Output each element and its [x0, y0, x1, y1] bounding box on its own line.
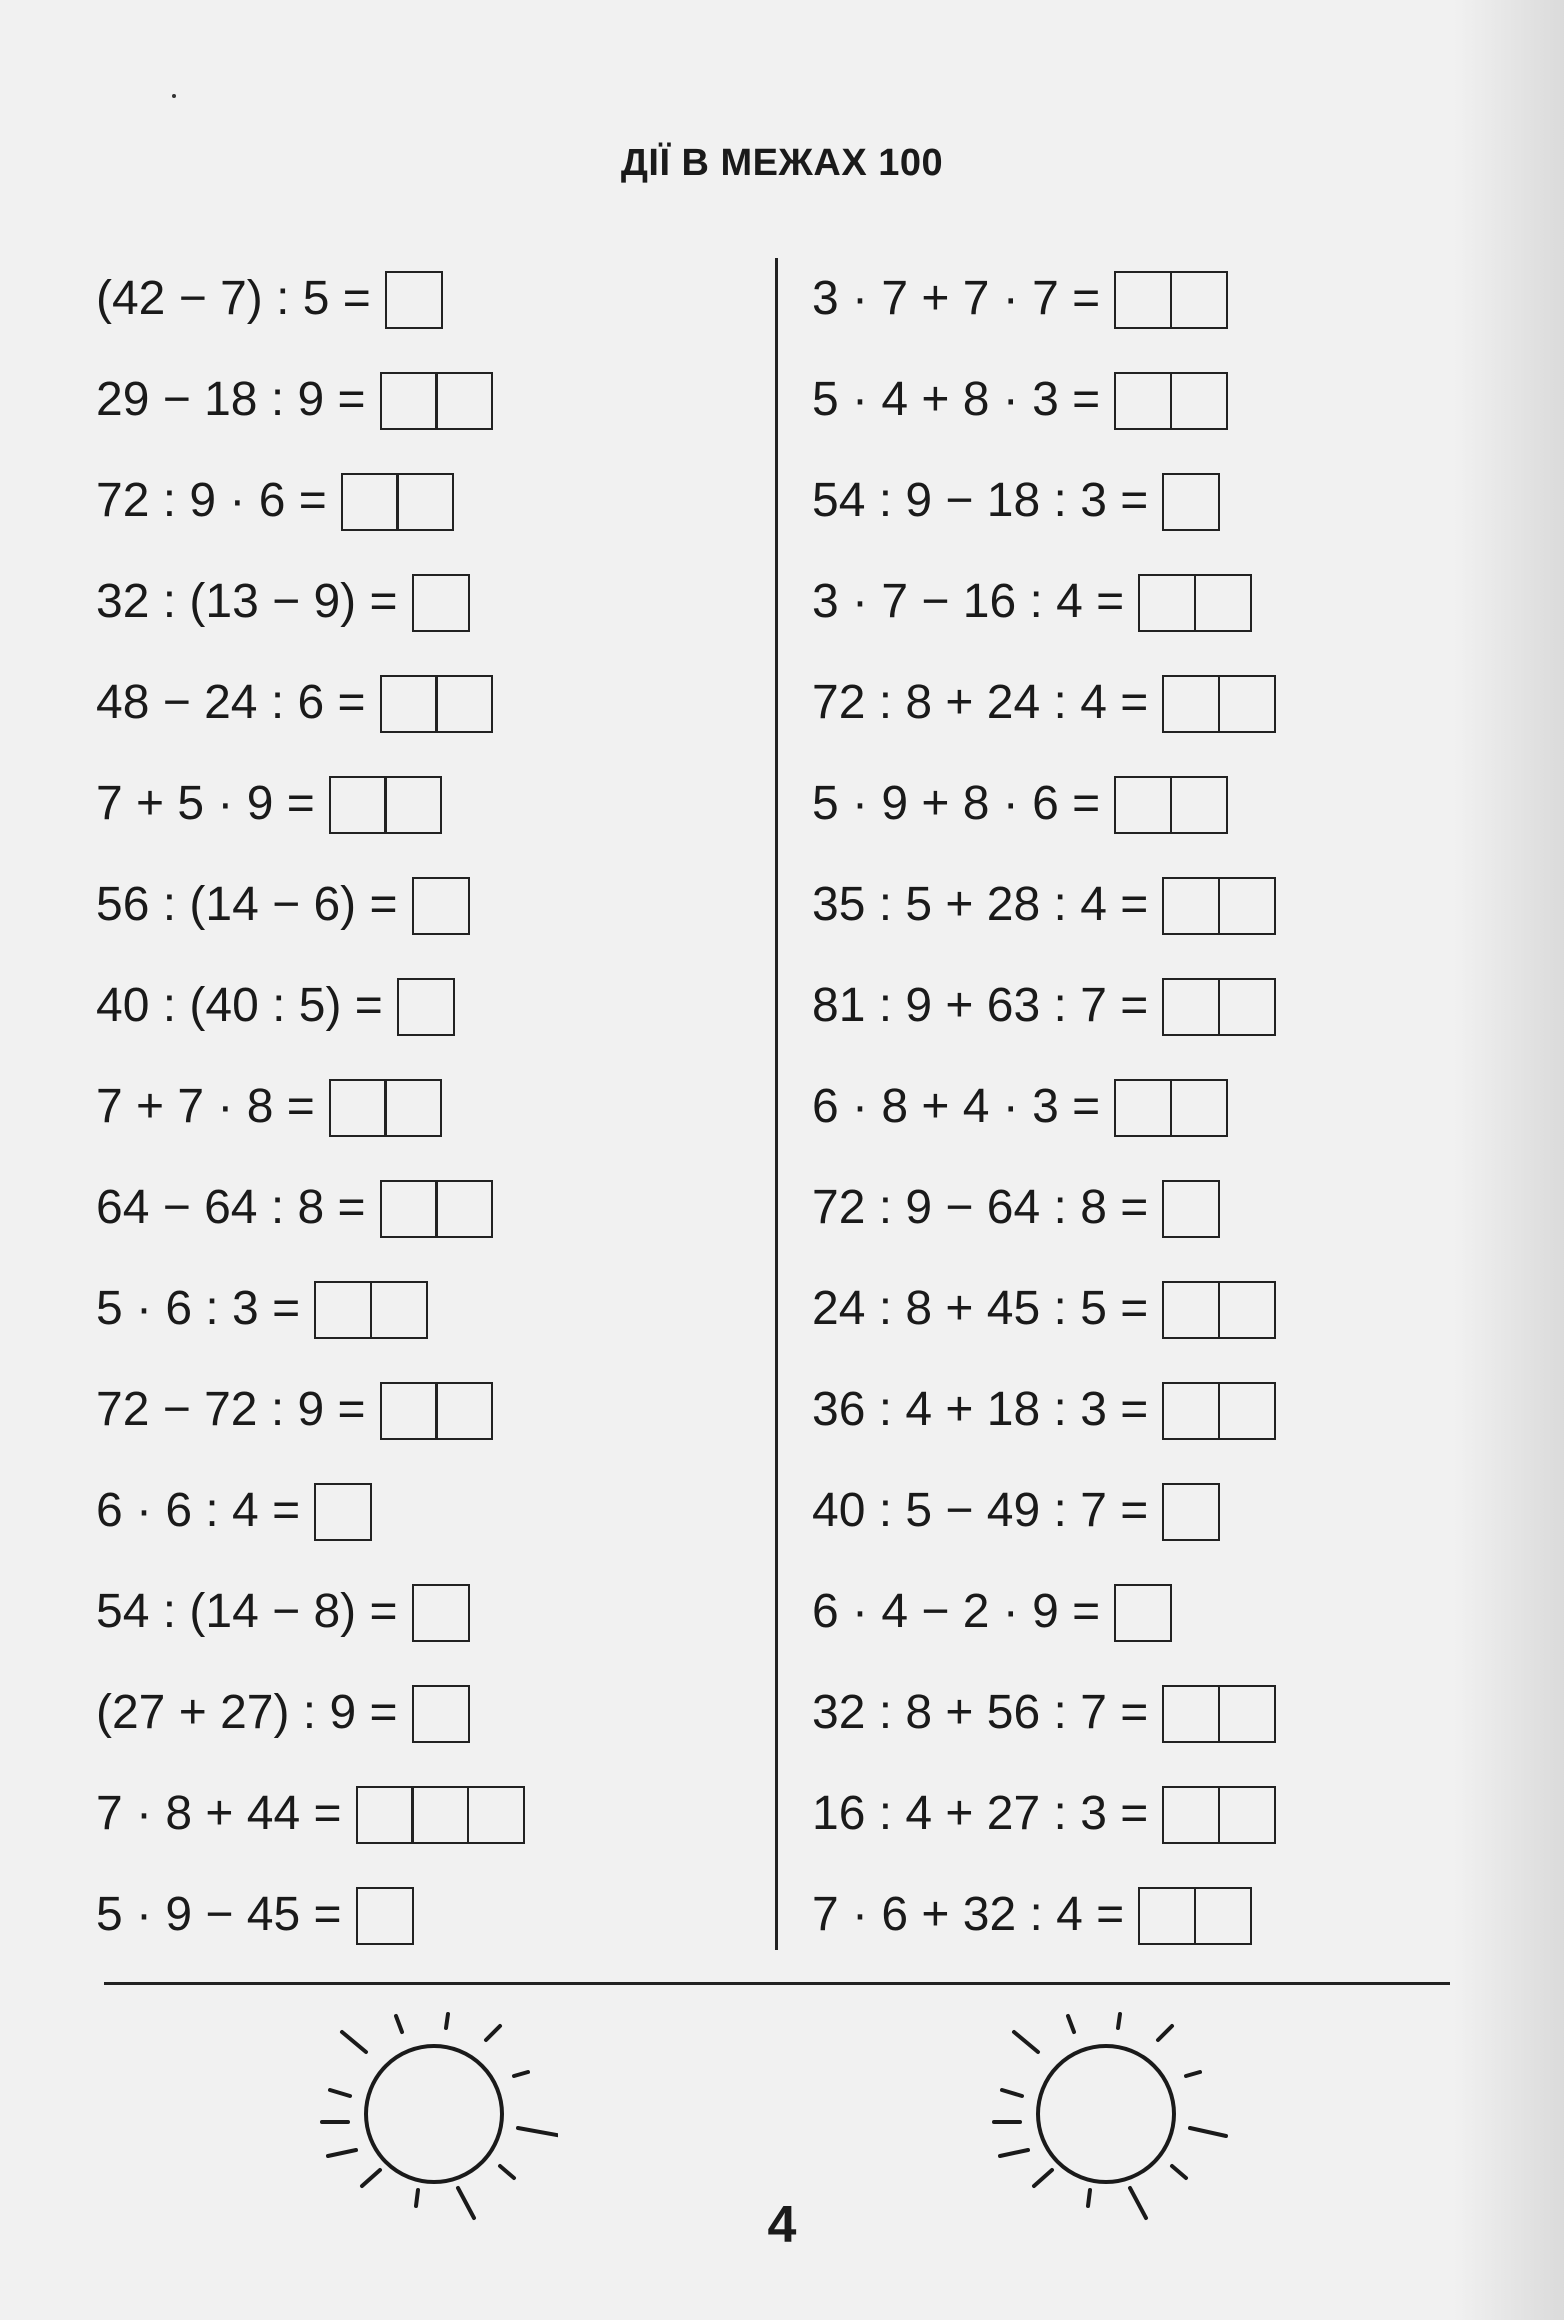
answer-boxes [1162, 1483, 1220, 1539]
exercise-row [96, 955, 525, 1056]
answer-digit-box[interactable] [1194, 574, 1252, 632]
exercise-expression: 40 : (40 : 5) = [96, 978, 383, 1032]
answer-digit-box[interactable] [1162, 675, 1220, 733]
exercise-row [812, 551, 1276, 652]
exercise-expression: 3 · 7 − 16 : 4 = [812, 574, 1125, 628]
exercise-expression: 36 : 4 + 18 : 3 = [812, 1382, 1149, 1436]
exercise-expression: 48 − 24 : 6 = [96, 675, 366, 729]
exercise-expression: 6 · 4 − 2 · 9 = [812, 1584, 1101, 1638]
exercise-row [96, 652, 525, 753]
page-edge-shadow [1454, 0, 1564, 2320]
answer-digit-box[interactable] [380, 675, 438, 733]
exercise-row [812, 248, 1276, 349]
answer-digit-box[interactable] [411, 1786, 469, 1844]
exercise-row [96, 1662, 525, 1763]
answer-boxes [329, 776, 443, 832]
exercise-row [96, 450, 525, 551]
answer-boxes [380, 675, 494, 731]
answer-digit-box[interactable] [1162, 1685, 1220, 1743]
answer-boxes [1162, 1685, 1276, 1741]
exercise-expression: 32 : 8 + 56 : 7 = [812, 1685, 1149, 1739]
answer-digit-box[interactable] [1170, 271, 1228, 329]
exercise-row [812, 450, 1276, 551]
exercise-expression: 54 : (14 − 8) = [96, 1584, 398, 1638]
answer-digit-box[interactable] [1218, 675, 1276, 733]
answer-boxes [356, 1887, 414, 1943]
answer-digit-box[interactable] [435, 1180, 493, 1238]
exercise-expression: 40 : 5 − 49 : 7 = [812, 1483, 1149, 1537]
answer-boxes [1114, 372, 1228, 428]
exercise-expression: 7 · 6 + 32 : 4 = [812, 1887, 1125, 1941]
exercise-expression: 56 : (14 − 6) = [96, 877, 398, 931]
exercise-row [96, 753, 525, 854]
exercise-expression: 81 : 9 + 63 : 7 = [812, 978, 1149, 1032]
answer-digit-box[interactable] [1162, 1180, 1220, 1238]
answer-digit-box[interactable] [370, 1281, 428, 1339]
answer-boxes [341, 473, 455, 529]
exercise-row [96, 1157, 525, 1258]
exercise-row [96, 1460, 525, 1561]
answer-digit-box[interactable] [1218, 877, 1276, 935]
answer-digit-box[interactable] [1218, 1786, 1276, 1844]
exercise-row [96, 349, 525, 450]
answer-boxes [1138, 574, 1252, 630]
answer-digit-box[interactable] [435, 1382, 493, 1440]
answer-boxes [397, 978, 455, 1034]
exercise-expression: (42 − 7) : 5 = [96, 271, 371, 325]
exercise-expression: 24 : 8 + 45 : 5 = [812, 1281, 1149, 1335]
exercise-expression: 5 · 9 − 45 = [96, 1887, 342, 1941]
exercise-row [812, 1460, 1276, 1561]
exercise-row [812, 1056, 1276, 1157]
answer-boxes [329, 1079, 443, 1135]
answer-digit-box[interactable] [435, 372, 493, 430]
left-exercise-column [96, 248, 525, 1965]
answer-digit-box[interactable] [1162, 1483, 1220, 1541]
answer-boxes [412, 877, 470, 933]
exercise-expression: 6 · 6 : 4 = [96, 1483, 301, 1537]
answer-digit-box[interactable] [396, 473, 454, 531]
answer-digit-box[interactable] [1170, 1079, 1228, 1137]
exercise-row [96, 1561, 525, 1662]
exercise-row [812, 1359, 1276, 1460]
exercise-row [812, 652, 1276, 753]
right-exercise-column [812, 248, 1276, 1965]
exercise-expression: (27 + 27) : 9 = [96, 1685, 398, 1739]
exercise-expression: 72 : 9 − 64 : 8 = [812, 1180, 1149, 1234]
answer-digit-box[interactable] [1162, 1281, 1220, 1339]
exercise-expression: 72 − 72 : 9 = [96, 1382, 366, 1436]
answer-digit-box[interactable] [385, 271, 443, 329]
exercise-row [96, 1056, 525, 1157]
answer-boxes [412, 574, 470, 630]
answer-boxes [1162, 877, 1276, 933]
exercise-row [96, 248, 525, 349]
exercise-expression: 7 + 5 · 9 = [96, 776, 315, 830]
answer-digit-box[interactable] [1162, 978, 1220, 1036]
answer-boxes [1162, 675, 1276, 731]
exercise-expression: 3 · 7 + 7 · 7 = [812, 271, 1101, 325]
answer-boxes [385, 271, 443, 327]
exercise-expression: 54 : 9 − 18 : 3 = [812, 473, 1149, 527]
answer-boxes [380, 1382, 494, 1438]
answer-digit-box[interactable] [467, 1786, 525, 1844]
answer-digit-box[interactable] [1114, 372, 1172, 430]
exercise-row [812, 1258, 1276, 1359]
answer-digit-box[interactable] [1170, 372, 1228, 430]
exercise-expression: 5 · 4 + 8 · 3 = [812, 372, 1101, 426]
answer-digit-box[interactable] [1218, 978, 1276, 1036]
answer-digit-box[interactable] [314, 1483, 372, 1541]
answer-digit-box[interactable] [412, 877, 470, 935]
exercise-row [96, 1359, 525, 1460]
answer-digit-box[interactable] [329, 776, 387, 834]
answer-boxes [1162, 473, 1220, 529]
answer-digit-box[interactable] [435, 675, 493, 733]
answer-digit-box[interactable] [384, 776, 442, 834]
exercise-expression: 64 − 64 : 8 = [96, 1180, 366, 1234]
answer-boxes [380, 372, 494, 428]
answer-boxes [1162, 978, 1276, 1034]
exercise-row [812, 1561, 1276, 1662]
answer-boxes [1114, 271, 1228, 327]
answer-digit-box[interactable] [1138, 1887, 1196, 1945]
answer-digit-box[interactable] [412, 574, 470, 632]
answer-digit-box[interactable] [341, 473, 399, 531]
answer-digit-box[interactable] [329, 1079, 387, 1137]
exercise-row [812, 1662, 1276, 1763]
bottom-rule [104, 1982, 1450, 1985]
exercise-row [812, 854, 1276, 955]
exercise-expression: 7 + 7 · 8 = [96, 1079, 315, 1133]
answer-boxes [356, 1786, 525, 1842]
answer-digit-box[interactable] [1162, 473, 1220, 531]
answer-boxes [1162, 1180, 1220, 1236]
answer-digit-box[interactable] [380, 372, 438, 430]
exercise-row [812, 349, 1276, 450]
answer-boxes [1114, 1584, 1172, 1640]
answer-digit-box[interactable] [1194, 1887, 1252, 1945]
exercise-row [96, 1763, 525, 1864]
answer-digit-box[interactable] [1218, 1685, 1276, 1743]
answer-digit-box[interactable] [1114, 1079, 1172, 1137]
exercise-row [812, 955, 1276, 1056]
exercise-row [96, 551, 525, 652]
answer-digit-box[interactable] [356, 1786, 414, 1844]
answer-digit-box[interactable] [314, 1281, 372, 1339]
exercise-row [812, 1157, 1276, 1258]
exercise-row [96, 854, 525, 955]
answer-digit-box[interactable] [412, 1685, 470, 1743]
page-number: 4 [767, 2196, 797, 2254]
answer-boxes [1162, 1786, 1276, 1842]
answer-digit-box[interactable] [1162, 1382, 1220, 1440]
answer-digit-box[interactable] [1114, 1584, 1172, 1642]
exercise-expression: 29 − 18 : 9 = [96, 372, 366, 426]
answer-digit-box[interactable] [1162, 1786, 1220, 1844]
exercise-expression: 72 : 8 + 24 : 4 = [812, 675, 1149, 729]
exercise-row [96, 1258, 525, 1359]
exercise-row [812, 1864, 1276, 1965]
answer-digit-box[interactable] [1218, 1281, 1276, 1339]
answer-boxes [314, 1483, 372, 1539]
answer-boxes [314, 1281, 428, 1337]
exercise-row [96, 1864, 525, 1965]
answer-boxes [1138, 1887, 1252, 1943]
answer-digit-box[interactable] [412, 1584, 470, 1642]
answer-digit-box[interactable] [1138, 574, 1196, 632]
exercise-expression: 72 : 9 · 6 = [96, 473, 327, 527]
page-title: ДІЇ В МЕЖАХ 100 [620, 142, 944, 184]
answer-digit-box[interactable] [1218, 1382, 1276, 1440]
answer-boxes [380, 1180, 494, 1236]
print-speck [172, 94, 176, 98]
answer-boxes [1114, 776, 1228, 832]
answer-digit-box[interactable] [397, 978, 455, 1036]
answer-boxes [412, 1685, 470, 1741]
answer-digit-box[interactable] [384, 1079, 442, 1137]
exercise-row [812, 1763, 1276, 1864]
answer-boxes [1162, 1382, 1276, 1438]
answer-boxes [1162, 1281, 1276, 1337]
answer-digit-box[interactable] [380, 1180, 438, 1238]
answer-digit-box[interactable] [1162, 877, 1220, 935]
exercise-expression: 7 · 8 + 44 = [96, 1786, 342, 1840]
answer-digit-box[interactable] [1114, 776, 1172, 834]
exercise-row [812, 753, 1276, 854]
exercise-expression: 5 · 9 + 8 · 6 = [812, 776, 1101, 830]
answer-boxes [1114, 1079, 1228, 1135]
answer-boxes [412, 1584, 470, 1640]
answer-digit-box[interactable] [1114, 271, 1172, 329]
answer-digit-box[interactable] [1170, 776, 1228, 834]
exercise-expression: 32 : (13 − 9) = [96, 574, 398, 628]
exercise-expression: 16 : 4 + 27 : 3 = [812, 1786, 1149, 1840]
exercise-expression: 5 · 6 : 3 = [96, 1281, 301, 1335]
answer-digit-box[interactable] [380, 1382, 438, 1440]
exercise-expression: 6 · 8 + 4 · 3 = [812, 1079, 1101, 1133]
exercise-expression: 35 : 5 + 28 : 4 = [812, 877, 1149, 931]
column-divider [775, 258, 778, 1950]
answer-digit-box[interactable] [356, 1887, 414, 1945]
